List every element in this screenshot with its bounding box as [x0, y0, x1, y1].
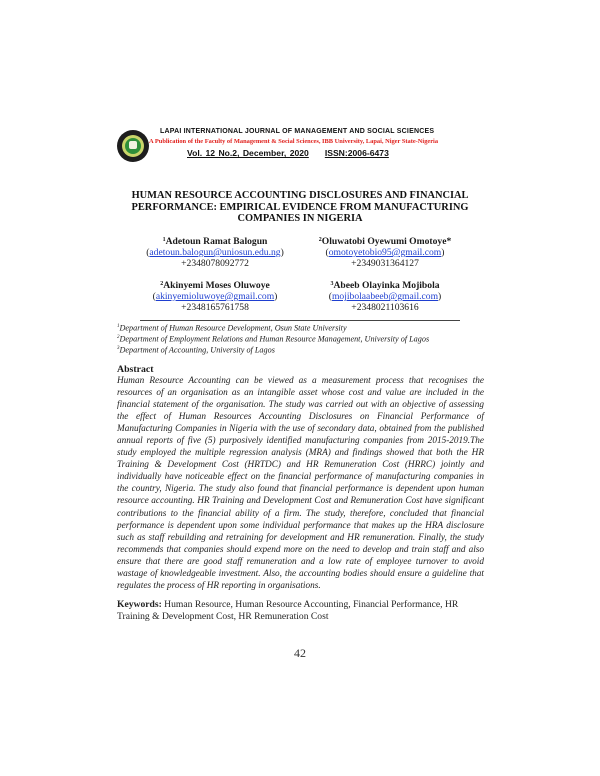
author-name	[130, 280, 300, 291]
author-email: (akinyemioluwoye@gmail.com)	[152, 291, 278, 302]
issn: ISSN:2006-6473	[324, 148, 389, 158]
volume-issue: Vol. 12 No.2, December, 2020	[187, 148, 309, 158]
author-affil-mark: 2	[160, 281, 164, 287]
author-affil-mark: 1	[162, 237, 166, 243]
author-card	[130, 236, 300, 269]
author-name-text: Oluwatobi Oyewumi Omotoye*	[321, 236, 452, 247]
author-email: (omotoyetobio95@gmail.com)	[325, 247, 445, 258]
author-email-link[interactable]: adetoun.balogun@uniosun.edu.ng	[149, 247, 281, 258]
author-card	[130, 280, 300, 313]
author-name	[300, 280, 470, 291]
affiliation-item	[117, 344, 497, 355]
affiliation-text: Department of Human Resource Development, Osun State University	[119, 323, 347, 333]
affiliation-mark: 3	[117, 346, 120, 352]
abstract-heading: Abstract	[117, 364, 154, 375]
affiliation-mark: 1	[117, 324, 120, 329]
author-card	[300, 236, 470, 269]
journal-header	[115, 124, 495, 168]
author-email-link[interactable]: omotoyetobio95@gmail.com	[328, 247, 442, 258]
author-affil-mark: 3	[330, 281, 334, 287]
keywords-list: Human Resource, Human Resource Accounting, Financial Performance, HR Training & Development Cost, HR Remuneration Cost	[117, 599, 459, 622]
paper-title: HUMAN RESOURCE ACCOUNTING DISCLOSURES AND FINANCIAL PERFORMANCE: EMPIRICAL EVIDENCE FROM MANUFACTURING COMPANIES IN NIGERIA	[131, 190, 469, 224]
divider-rule	[140, 320, 460, 321]
author-phone: +2348021103616	[351, 302, 419, 313]
affiliation-mark: 2	[117, 335, 120, 341]
volume-line	[187, 148, 389, 158]
author-email-link[interactable]: akinyemioluwoye@gmail.com	[155, 291, 275, 302]
affiliations	[117, 322, 497, 356]
affiliation-item	[117, 333, 497, 344]
keywords-label: Keywords:	[117, 599, 162, 610]
author-name-text: Adetoun Ramat Balogun	[165, 236, 268, 247]
author-affil-mark: 2	[318, 237, 322, 243]
author-phone: +2348165761758	[181, 302, 249, 313]
author-name-text: Abeeb Olayinka Mojibola	[333, 280, 440, 291]
author-card	[300, 280, 470, 313]
abstract-body: Human Resource Accounting can be viewed as a measurement process that recognises the resources of an organisation as an intangible asset whose cost and value are included in the financial statement of the organisation. The study was carried out with an objective of assessing the effect of Human Resources Accounting Disclosures on Financial Performance of Manufacturing Companies in Nigeria with the use of secondary data, obtained from the published annual reports of five (5) purposively identified manufacturing companies from 2015-2019.The study employed the multiple regression analysis (MRA) and findings showed that both the HR Training & Development Cost (HRTDC) and HR Remuneration Cost (HRRC) jointly and individually have noticeable effect on the financial performance of manufacturing companies in the country, Nigeria. The study also found that financial performance is dependent upon human resource accounting. HR Training and Development Cost and Remuneration Cost have significant contributions to the financial ability of a firm. The study, therefore, concluded that financial performance is dependent upon some individual performance that makes up the HRA disclosure such as staff rebuilding and retraining for development and HR remuneration. Finally, the study recommends that companies should expend more on the need to develop and train staff and also ensure that there are good staff remuneration and a low rate of employee turnover to avoid wastage of knowledgeable investment. Also, the accounting bodies should ensure a guideline that regulates the process of HR reporting in organisations.	[117, 376, 484, 591]
journal-name: LAPAI INTERNATIONAL JOURNAL OF MANAGEMENT AND SOCIAL SCIENCES	[160, 128, 435, 135]
page-number: 42	[294, 646, 306, 660]
publisher-line: A Publication of the Faculty of Management & Social Sciences, IBB University, Lapai, Niger State-Nigeria	[149, 138, 439, 145]
author-phone: +2349031364127	[351, 258, 419, 269]
author-phone: +2348078092772	[181, 258, 249, 269]
author-email: (mojibolaabeeb@gmail.com)	[328, 291, 442, 302]
affiliation-text: Department of Accounting, University of Lagos	[119, 346, 275, 356]
logo-core	[129, 141, 137, 149]
journal-logo-icon	[117, 130, 149, 162]
affiliation-text: Department of Employment Relations and Human Resource Management, University of Lagos	[119, 334, 430, 344]
author-email-link[interactable]: mojibolaabeeb@gmail.com	[331, 291, 439, 302]
author-name	[300, 236, 470, 247]
author-name	[130, 236, 300, 247]
author-name-text: Akinyemi Moses Oluwoye	[163, 280, 270, 291]
keywords	[117, 599, 487, 623]
author-email: (adetoun.balogun@uniosun.edu.ng)	[146, 247, 284, 258]
affiliation-item	[117, 322, 497, 333]
